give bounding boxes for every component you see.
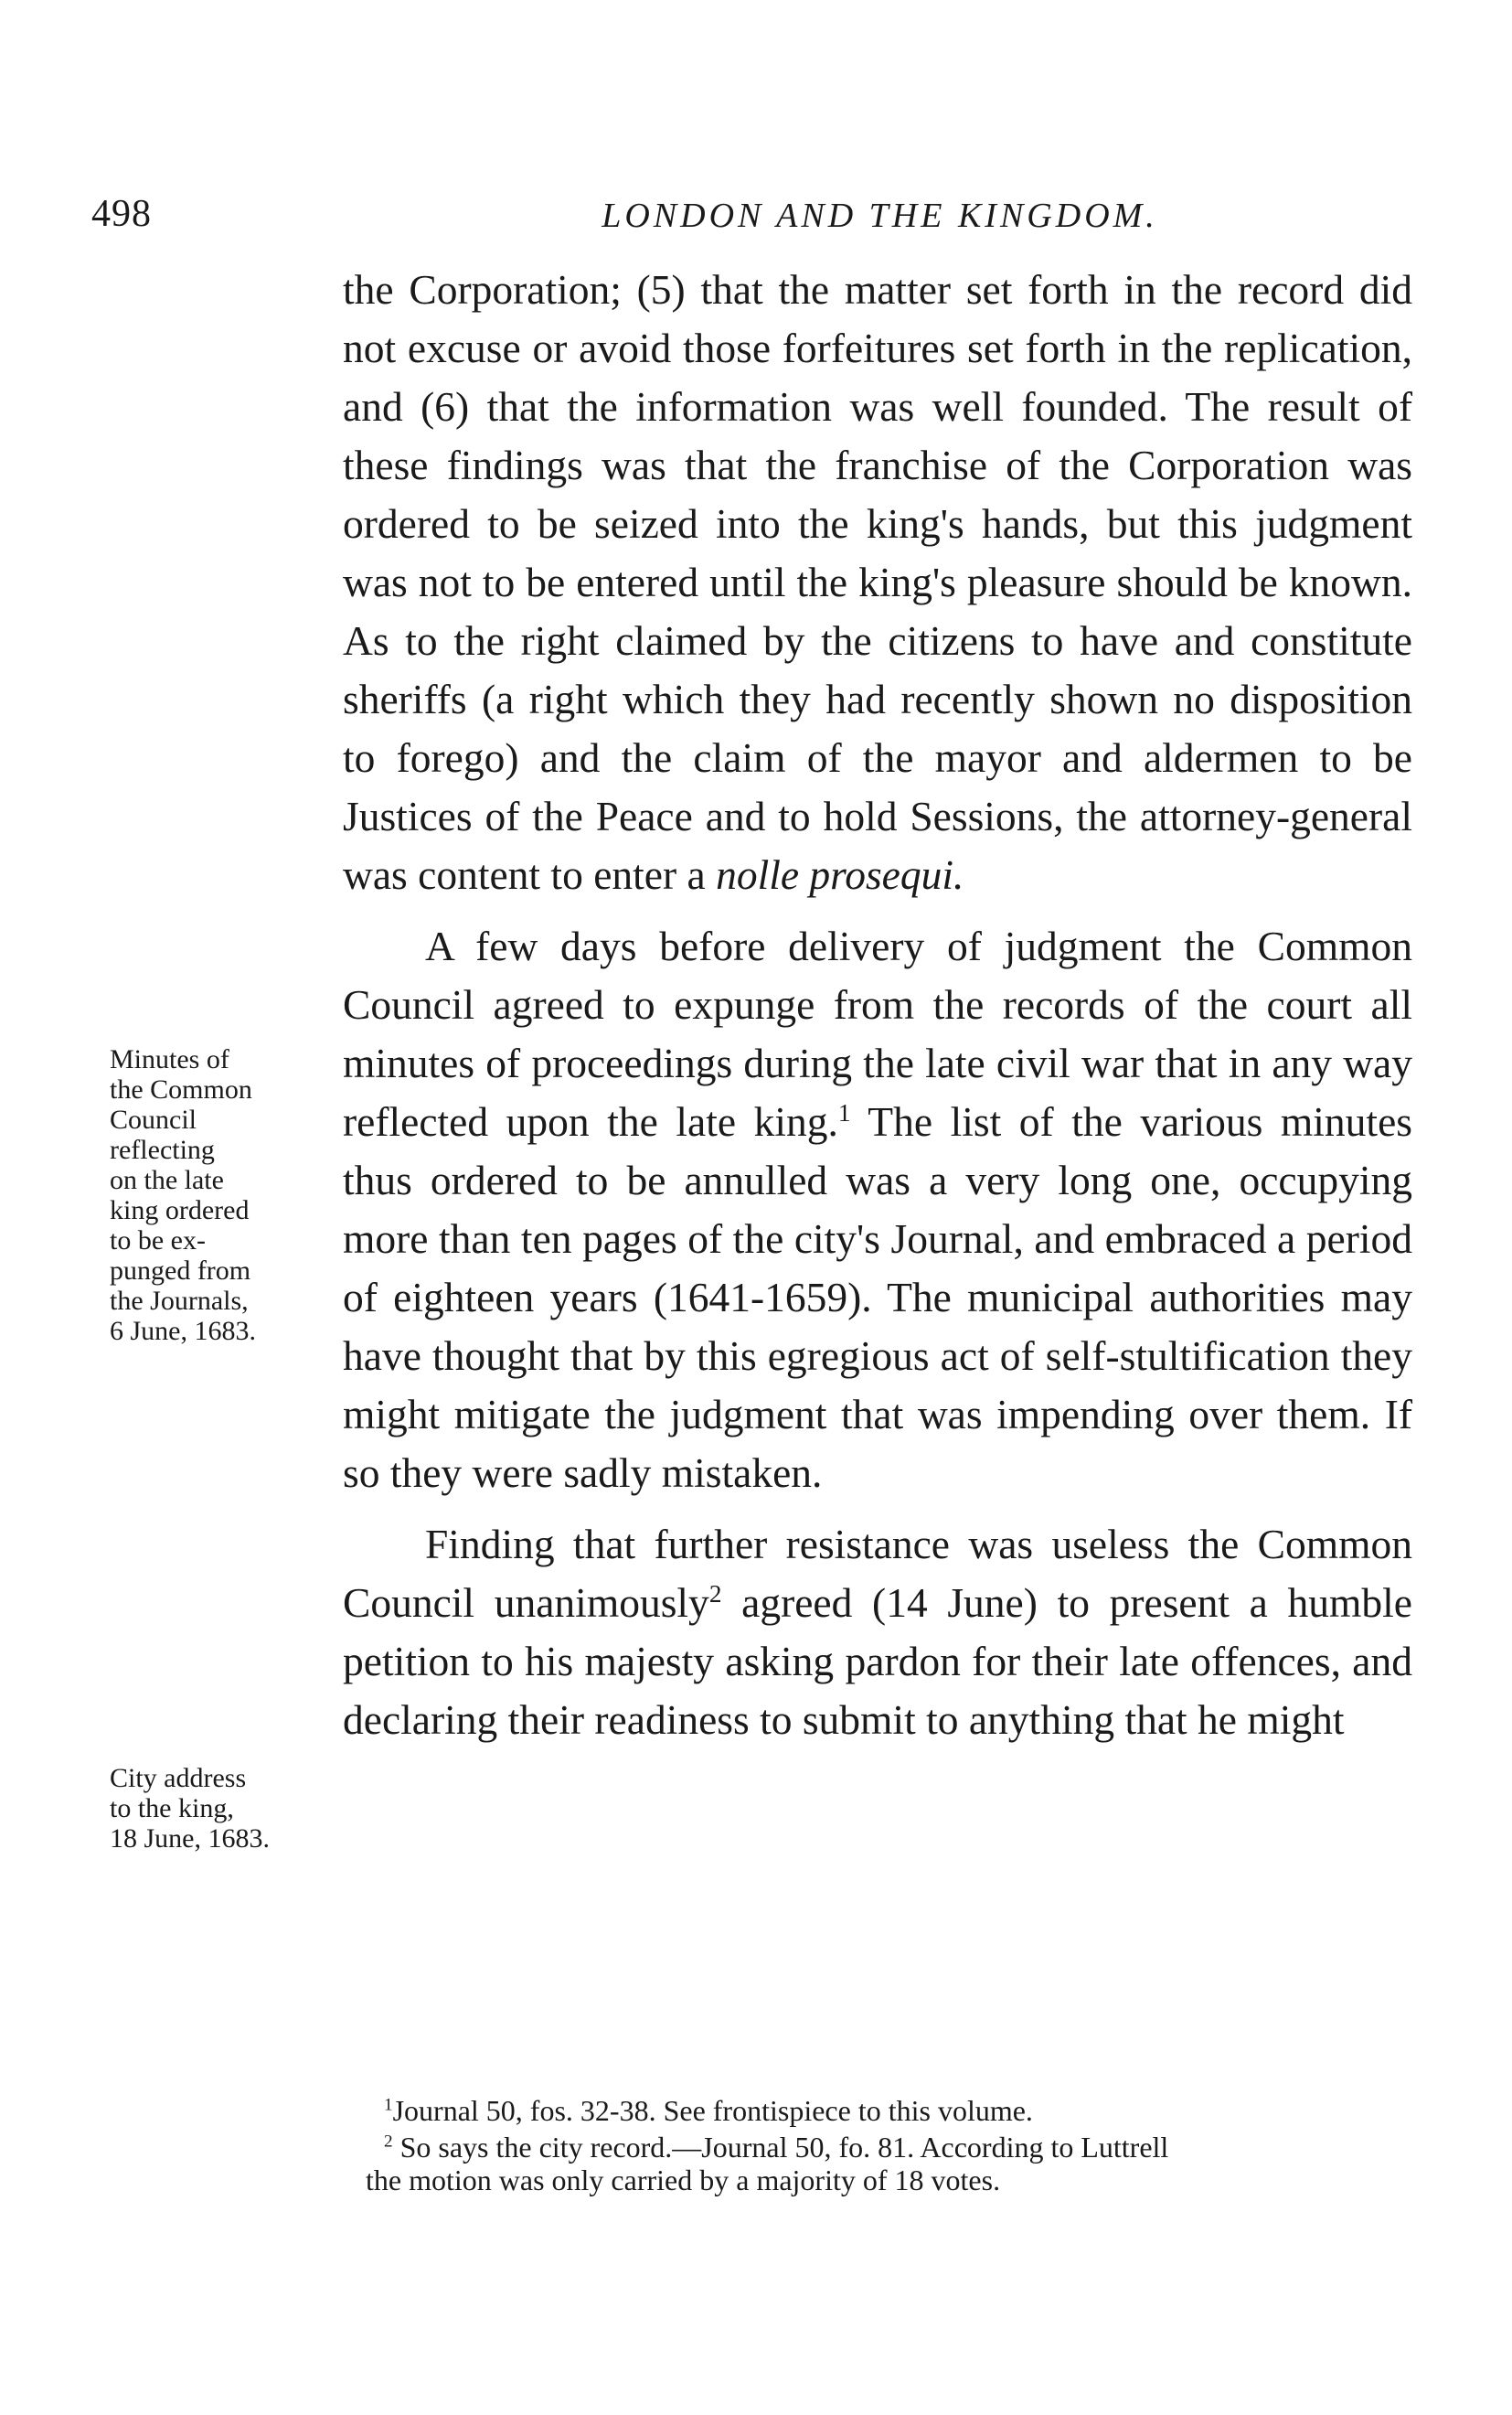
paragraph-minutes xyxy=(343,917,1412,1502)
margin-note-line: on the late xyxy=(110,1165,224,1195)
page-number: 498 xyxy=(91,193,152,235)
margin-note-line: 18 June, 1683. xyxy=(110,1823,270,1854)
footnote-2-continuation: the motion was only carried by a majority of 18 votes. xyxy=(366,2164,1001,2196)
margin-note-line: City address xyxy=(110,1763,247,1793)
running-title: LONDON AND THE KINGDOM. xyxy=(602,197,1158,235)
footnote-2 xyxy=(384,2131,1412,2164)
footnote-mark: 1 xyxy=(384,2095,393,2115)
paragraph-text: The list of the various minutes thus ordered to be annulled was a very long one, occupying more than ten pages of the city's Journal, and embraced a period of eighteen years (1641-1659). The municipal authorities may have thought that by this egregious act of self-stultification they might mitigate the judgment that was impending over them. If so they were sadly mistaken. xyxy=(343,1098,1412,1496)
margin-note-line: punged from xyxy=(110,1256,251,1286)
margin-note-line: to be ex- xyxy=(110,1225,206,1256)
paragraph-city-address xyxy=(343,1515,1412,1749)
margin-note-line: king ordered xyxy=(110,1195,250,1225)
margin-note-minutes xyxy=(110,1044,325,1346)
footnote-mark: 2 xyxy=(384,2132,393,2152)
margin-note-city-address xyxy=(110,1763,325,1854)
footnote-1 xyxy=(384,2094,1412,2127)
paragraph-text: A few days before delivery of judgment the Common Council agreed to expunge from the records of the court all minutes of proceedings during the late civil war that in any way reflected upon the late king. xyxy=(343,923,1412,1145)
paragraph-text: agreed (14 June) to present a humble petition to his majesty asking pardon for their late offences, and declaring their readiness to submit to anything that he might xyxy=(343,1579,1412,1743)
margin-note-line: 6 June, 1683. xyxy=(110,1316,256,1346)
margin-note-line: the Common xyxy=(110,1074,252,1105)
paragraph-continuation xyxy=(343,261,1412,904)
margin-note-line: Minutes of xyxy=(110,1044,229,1074)
paragraph-text: the Corporation; (5) that the matter set forth in the record did not excuse or avoid those forfeitures set forth in the replication, and (6) that the information was well founded. The result of these findings was that the franchise of the Corporation was ordered to be seized into the king's hands, but this judgment was not to be entered until the king's pleasure should be known. As to the right claimed by the citizens to have and constitute sheriffs (a right which they had recently shown no disposition to forego) and the claim of the mayor and aldermen to be Justices of the Peace and to hold Sessions, the attorney-general was content to enter a xyxy=(343,266,1412,898)
footnote-text: Journal 50, fos. 32-38. See frontispiece to this volume. xyxy=(392,2094,1033,2127)
footnote-text: So says the city record.—Journal 50, fo. 81. According to Luttrell xyxy=(399,2131,1169,2164)
margin-note-line: Council xyxy=(110,1105,197,1135)
footnote-ref: 1 xyxy=(837,1098,851,1127)
footnotes xyxy=(366,2094,1412,2196)
margin-note-line: to the king, xyxy=(110,1793,234,1823)
margin-note-line: reflecting xyxy=(110,1135,215,1165)
main-text xyxy=(343,261,1412,1749)
paragraph-text: Finding that further resistance was useless the Common Council unanimously xyxy=(343,1521,1412,1626)
italic-phrase: nolle prosequi. xyxy=(716,851,964,898)
margin-note-line: the Journals, xyxy=(110,1286,249,1316)
footnote-ref: 2 xyxy=(708,1579,722,1608)
